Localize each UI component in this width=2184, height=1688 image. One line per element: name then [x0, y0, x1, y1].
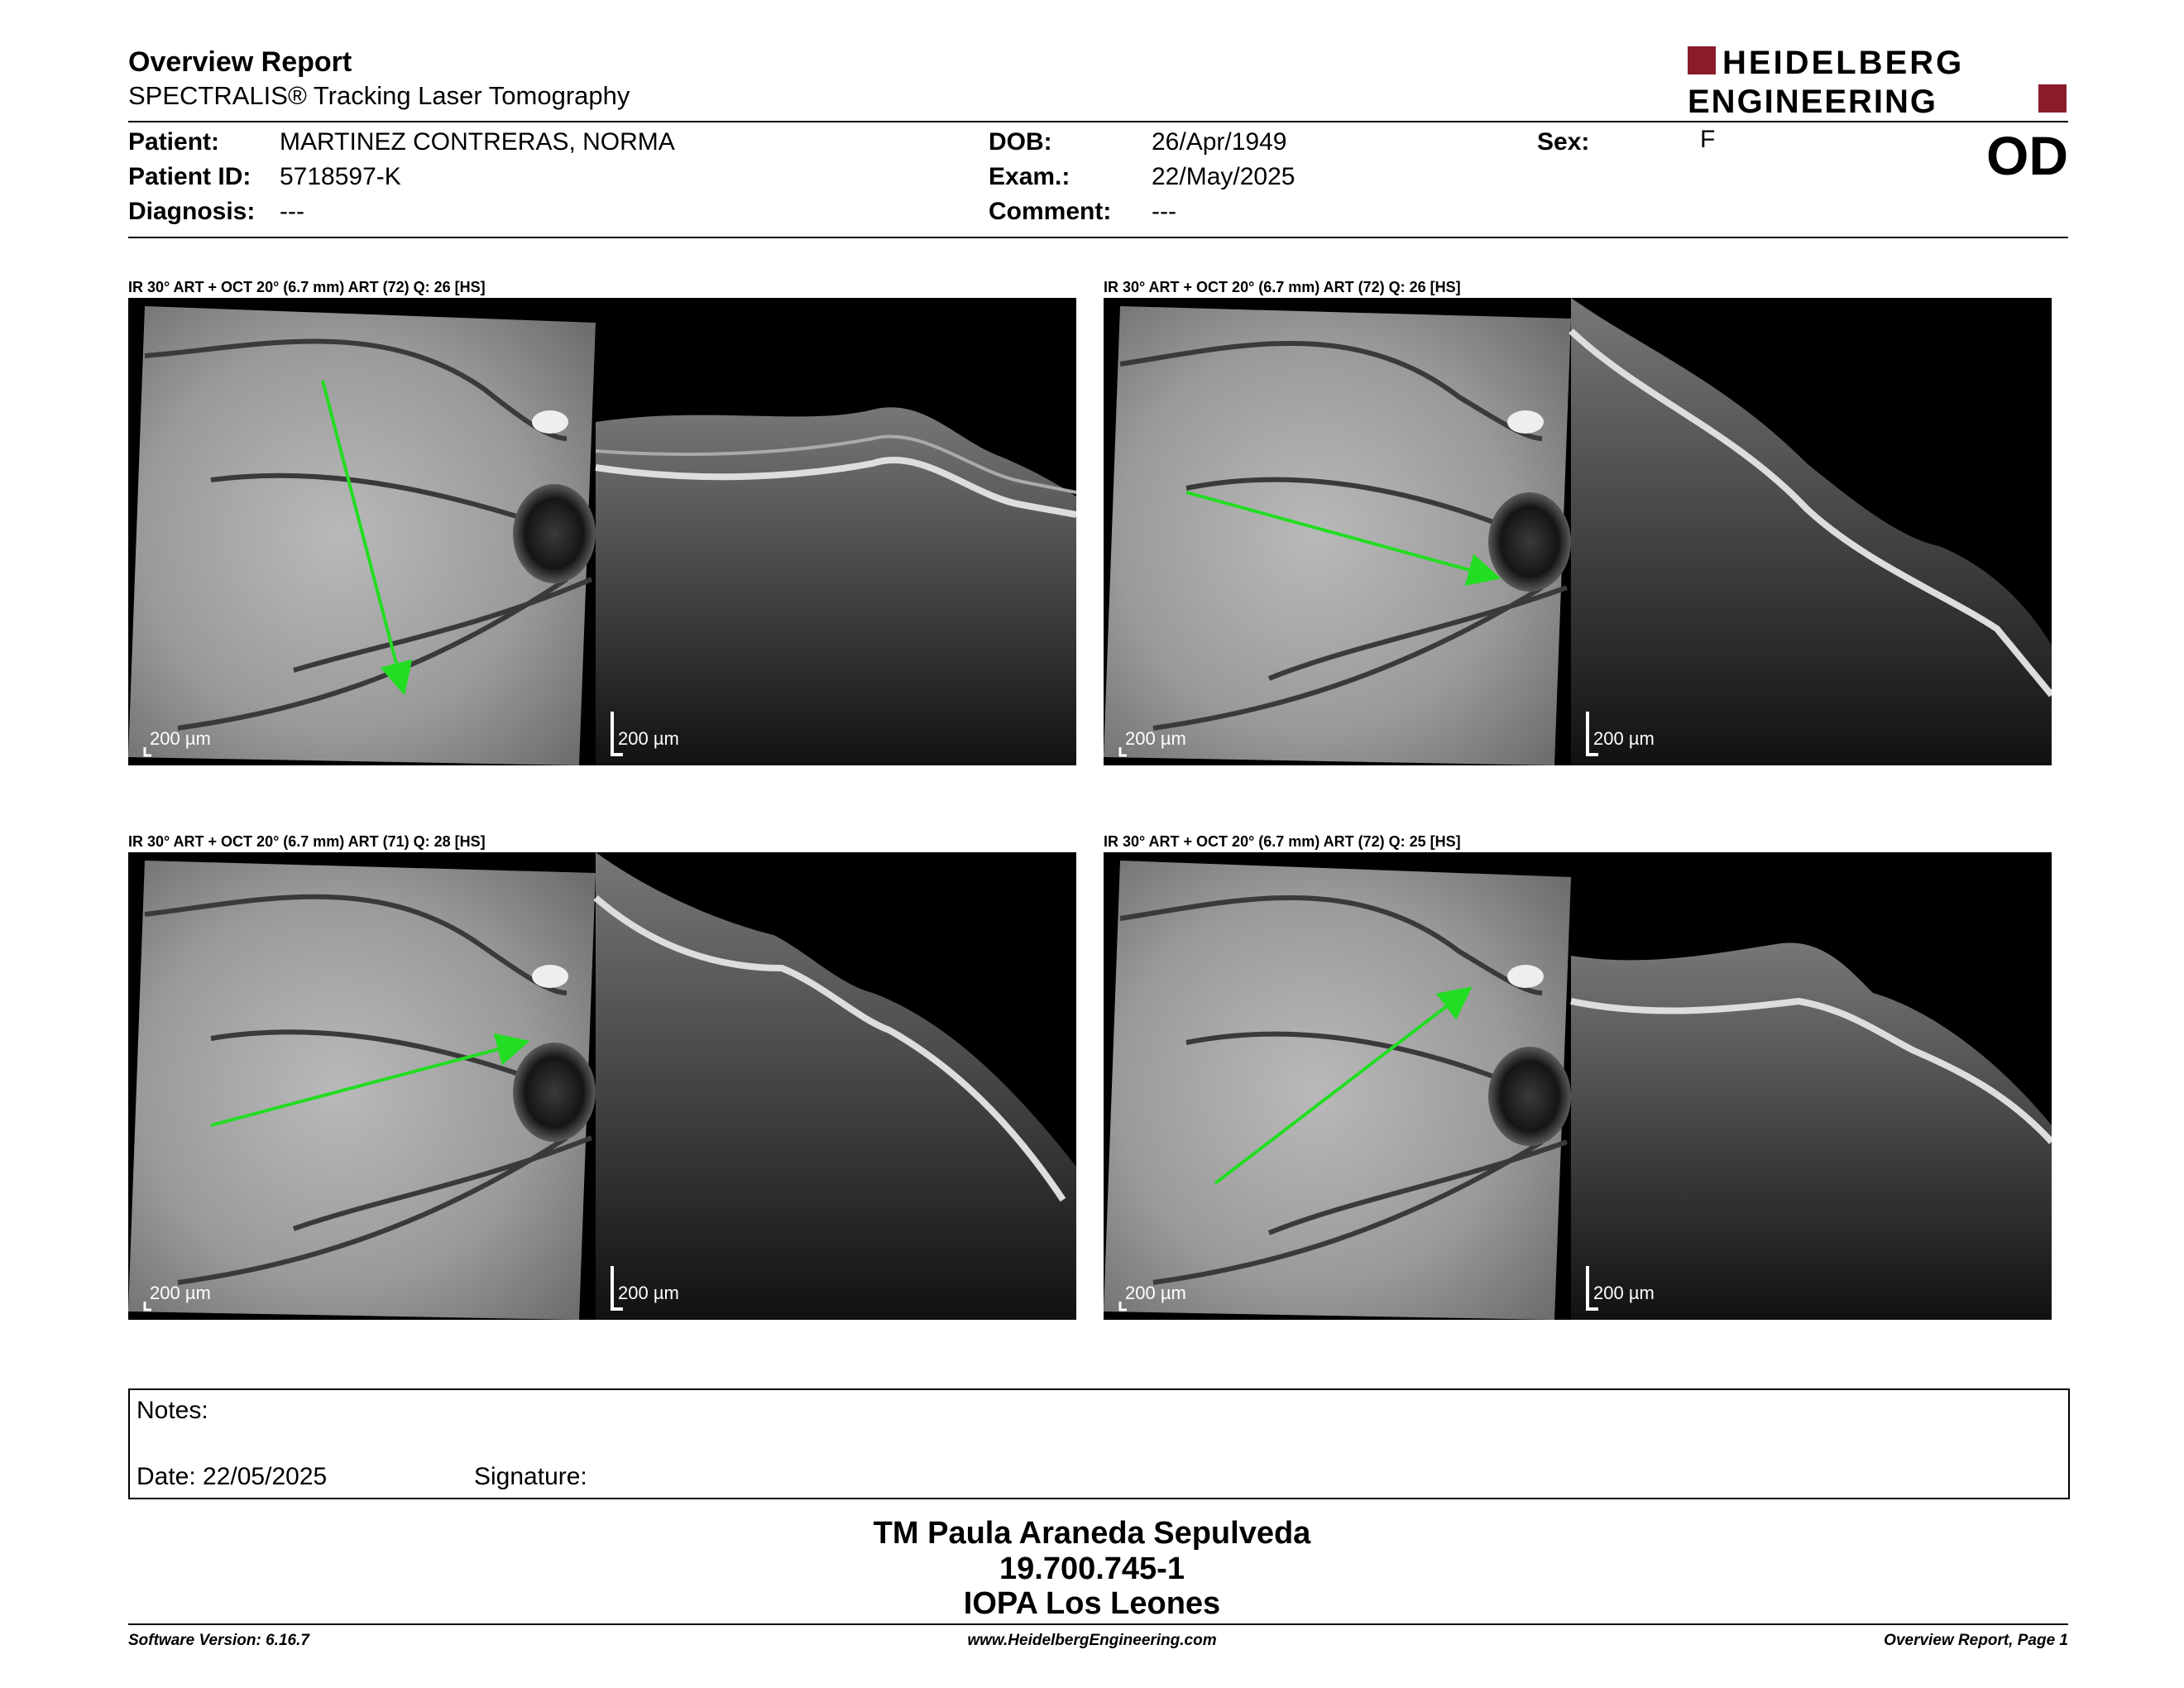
- technician-name: TM Paula Araneda Sepulveda: [873, 1516, 1311, 1551]
- optic-disc: [513, 1043, 596, 1142]
- panel-caption-1: IR 30° ART + OCT 20° (6.7 mm) ART (72) Q: 26 [HS]: [128, 279, 486, 295]
- oct-panel-3[interactable]: [128, 852, 1076, 1320]
- report-subtitle: SPECTRALIS® Tracking Laser Tomography: [128, 81, 630, 110]
- exam-value: 22/May/2025: [1152, 163, 1296, 190]
- oct-scale-label: 200 µm: [618, 728, 679, 749]
- date-label: Date: 22/05/2025: [136, 1463, 328, 1490]
- patient-name: MARTINEZ CONTRERAS, NORMA: [280, 128, 675, 156]
- panel-caption-3: IR 30° ART + OCT 20° (6.7 mm) ART (71) Q: 28 [HS]: [128, 833, 486, 850]
- oct-panel-1[interactable]: [128, 298, 1076, 765]
- bright-spot: [532, 965, 568, 988]
- exam-label: Exam.:: [989, 163, 1070, 190]
- oct-panel-4[interactable]: [1104, 852, 2052, 1320]
- svg-text:ENGINEERING: ENGINEERING: [1688, 84, 1938, 117]
- svg-text:HEIDELBERG: HEIDELBERG: [1722, 45, 1965, 81]
- eye-indicator: OD: [1986, 125, 2068, 186]
- oct-bscan: [596, 852, 1076, 1320]
- comment-value: ---: [1152, 198, 1176, 225]
- optic-disc: [513, 484, 596, 583]
- technician-rut: 19.700.745-1: [999, 1551, 1185, 1586]
- optic-disc: [1488, 492, 1571, 592]
- software-version: Software Version: 6.16.7: [128, 1632, 309, 1649]
- ir-scale-label: 200 µm: [150, 728, 211, 749]
- oct-scale-label: 200 µm: [1593, 1283, 1655, 1303]
- ir-scale-label: 200 µm: [150, 1283, 211, 1303]
- notes-box[interactable]: [128, 1388, 2070, 1499]
- patient-id: 5718597-K: [280, 163, 401, 190]
- sex-value: F: [1700, 126, 1716, 153]
- comment-label: Comment:: [989, 198, 1112, 225]
- oct-bscan: [1571, 943, 2052, 1320]
- bright-spot: [1507, 965, 1544, 988]
- oct-scale-label: 200 µm: [618, 1283, 679, 1303]
- signature-label: Signature:: [474, 1463, 587, 1490]
- oct-bscan: [1571, 298, 2052, 765]
- website-link[interactable]: www.HeidelbergEngineering.com: [967, 1632, 1217, 1649]
- panel-caption-4: IR 30° ART + OCT 20° (6.7 mm) ART (72) Q: 25 [HS]: [1104, 833, 1461, 850]
- header-rule: [128, 121, 2068, 122]
- diagnosis-value: ---: [280, 198, 304, 225]
- footer-rule: [128, 1623, 2068, 1625]
- optic-disc: [1488, 1047, 1571, 1146]
- notes-label: Notes:: [136, 1397, 208, 1424]
- patient-id-label: Patient ID:: [128, 163, 251, 190]
- heidelberg-logo: [1688, 43, 2068, 117]
- diagnosis-label: Diagnosis:: [128, 198, 256, 225]
- report-title: Overview Report: [128, 46, 352, 78]
- patient-rule: [128, 237, 2068, 238]
- page-indicator: Overview Report, Page 1: [1884, 1632, 2068, 1649]
- oct-scale-label: 200 µm: [1593, 728, 1655, 749]
- sex-label: Sex:: [1537, 128, 1590, 156]
- oct-bscan: [596, 407, 1076, 765]
- institution-name: IOPA Los Leones: [963, 1586, 1221, 1621]
- dob-label: DOB:: [989, 128, 1052, 156]
- panel-caption-2: IR 30° ART + OCT 20° (6.7 mm) ART (72) Q: 26 [HS]: [1104, 279, 1461, 295]
- bright-spot: [1507, 410, 1544, 434]
- bright-spot: [532, 410, 568, 434]
- patient-label: Patient:: [128, 128, 220, 156]
- oct-panel-2[interactable]: [1104, 298, 2052, 765]
- ir-scale-label: 200 µm: [1125, 1283, 1186, 1303]
- dob-value: 26/Apr/1949: [1152, 128, 1287, 156]
- ir-scale-label: 200 µm: [1125, 728, 1186, 749]
